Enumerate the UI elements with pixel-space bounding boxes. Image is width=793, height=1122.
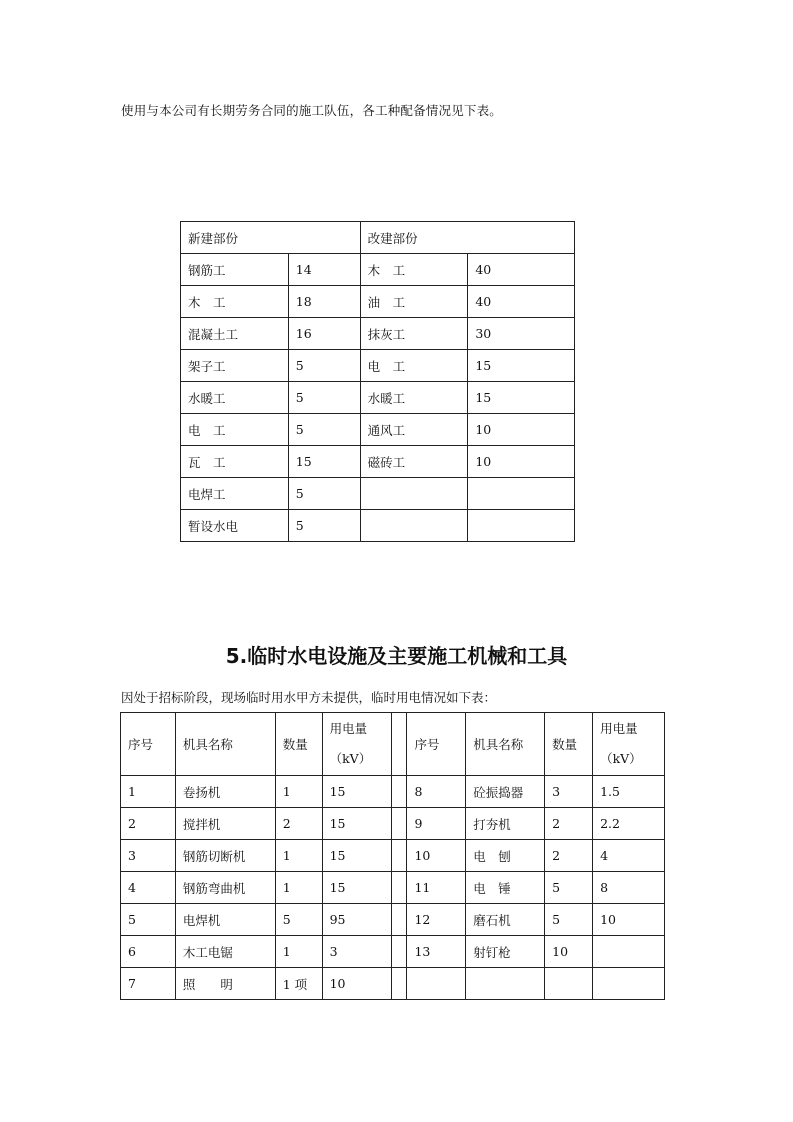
trade-new: 架子工 — [181, 350, 289, 382]
count-renovation: 15 — [468, 350, 575, 382]
header-no: 序号 — [121, 713, 176, 776]
machine-no: 10 — [407, 840, 466, 872]
machine-power: 2.2 — [593, 808, 665, 840]
section-intro: 因处于招标阶段，现场临时用水甲方未提供，临时用电情况如下表： — [121, 690, 497, 705]
trade-renovation: 通风工 — [360, 414, 468, 446]
machine-name: 磨石机 — [466, 904, 545, 936]
machine-power: 8 — [593, 872, 665, 904]
machine-no: 8 — [407, 776, 466, 808]
machine-qty: 5 — [545, 872, 593, 904]
machine-qty: 5 — [275, 904, 322, 936]
machine-qty: 1 — [275, 872, 322, 904]
count-new: 14 — [288, 254, 360, 286]
header-name: 机具名称 — [175, 713, 275, 776]
machine-name: 钢筋弯曲机 — [175, 872, 275, 904]
machine-qty: 2 — [275, 808, 322, 840]
machine-qty: 2 — [545, 840, 593, 872]
machine-name: 打夯机 — [466, 808, 545, 840]
machine-no: 3 — [121, 840, 176, 872]
spacer-cell — [392, 808, 407, 840]
table-header-row — [181, 222, 575, 254]
table-row — [121, 936, 665, 968]
power-unit: （kV） — [329, 751, 372, 766]
spacer-cell — [392, 904, 407, 936]
table-header-row — [121, 713, 665, 776]
count-new: 5 — [288, 382, 360, 414]
trade-renovation: 水暖工 — [360, 382, 468, 414]
table-row — [181, 478, 575, 510]
table-row — [121, 808, 665, 840]
machine-qty — [545, 968, 593, 1000]
machine-name — [466, 968, 545, 1000]
count-renovation: 30 — [468, 318, 575, 350]
machine-name: 射钉枪 — [466, 936, 545, 968]
table-row — [121, 872, 665, 904]
machine-power: 3 — [322, 936, 392, 968]
spacer-cell — [392, 968, 407, 1000]
trade-new: 混凝土工 — [181, 318, 289, 350]
machine-qty: 10 — [545, 936, 593, 968]
count-new: 16 — [288, 318, 360, 350]
count-new: 5 — [288, 478, 360, 510]
header-power — [322, 713, 392, 776]
machine-qty: 1 — [275, 936, 322, 968]
machine-no — [407, 968, 466, 1000]
machine-power: 15 — [322, 808, 392, 840]
trade-new: 钢筋工 — [181, 254, 289, 286]
trade-renovation — [360, 510, 468, 542]
table-row — [121, 904, 665, 936]
machine-name: 电 刨 — [466, 840, 545, 872]
table-row — [181, 350, 575, 382]
section-heading: 5.临时水电设施及主要施工机械和工具 — [225, 644, 568, 668]
machine-power: 10 — [322, 968, 392, 1000]
trade-new: 电 工 — [181, 414, 289, 446]
machine-name: 钢筋切断机 — [175, 840, 275, 872]
machine-no: 9 — [407, 808, 466, 840]
spacer-cell — [392, 872, 407, 904]
count-renovation: 10 — [468, 446, 575, 478]
header-power — [593, 713, 665, 776]
machine-power: 15 — [322, 776, 392, 808]
table-row — [181, 318, 575, 350]
machine-no: 1 — [121, 776, 176, 808]
machine-no: 4 — [121, 872, 176, 904]
power-unit: （kV） — [600, 751, 642, 766]
machinery-table — [120, 712, 665, 1000]
staffing-table — [180, 221, 575, 542]
table-row — [121, 840, 665, 872]
count-new: 15 — [288, 446, 360, 478]
table-row — [181, 446, 575, 478]
count-renovation: 10 — [468, 414, 575, 446]
machine-qty: 2 — [545, 808, 593, 840]
machine-power — [593, 936, 665, 968]
trade-renovation: 磁砖工 — [360, 446, 468, 478]
spacer-cell — [392, 840, 407, 872]
machine-name: 电焊机 — [175, 904, 275, 936]
machine-name: 卷扬机 — [175, 776, 275, 808]
count-new: 5 — [288, 510, 360, 542]
header-renovation: 改建部份 — [360, 222, 574, 254]
machine-no: 13 — [407, 936, 466, 968]
spacer-cell — [392, 936, 407, 968]
machine-no: 6 — [121, 936, 176, 968]
machine-qty: 1 — [275, 776, 322, 808]
intro-paragraph: 使用与本公司有长期劳务合同的施工队伍，各工种配备情况见下表。 — [121, 103, 503, 118]
machine-power — [593, 968, 665, 1000]
machine-no: 11 — [407, 872, 466, 904]
machine-qty: 5 — [545, 904, 593, 936]
machine-name: 电 锤 — [466, 872, 545, 904]
header-no: 序号 — [407, 713, 466, 776]
power-label: 用电量 — [329, 721, 368, 736]
machine-power: 1.5 — [593, 776, 665, 808]
table-row — [121, 776, 665, 808]
table-row — [181, 286, 575, 318]
machine-qty: 1 项 — [275, 968, 322, 1000]
machine-name: 照 明 — [175, 968, 275, 1000]
count-renovation: 15 — [468, 382, 575, 414]
table-row — [121, 968, 665, 1000]
machine-power: 4 — [593, 840, 665, 872]
trade-new: 木 工 — [181, 286, 289, 318]
table-row — [181, 414, 575, 446]
count-renovation: 40 — [468, 286, 575, 318]
trade-renovation: 抹灰工 — [360, 318, 468, 350]
trade-new: 水暖工 — [181, 382, 289, 414]
count-new: 5 — [288, 350, 360, 382]
machine-power: 15 — [322, 840, 392, 872]
machine-name: 砼振捣器 — [466, 776, 545, 808]
machine-qty: 1 — [275, 840, 322, 872]
count-new: 5 — [288, 414, 360, 446]
count-new: 18 — [288, 286, 360, 318]
trade-renovation — [360, 478, 468, 510]
machine-power: 10 — [593, 904, 665, 936]
machine-no: 12 — [407, 904, 466, 936]
header-name: 机具名称 — [466, 713, 545, 776]
trade-new: 暂设水电 — [181, 510, 289, 542]
machine-power: 15 — [322, 872, 392, 904]
trade-new: 瓦 工 — [181, 446, 289, 478]
trade-new: 电焊工 — [181, 478, 289, 510]
header-qty: 数量 — [275, 713, 322, 776]
table-row — [181, 254, 575, 286]
header-new-construction: 新建部份 — [181, 222, 361, 254]
count-renovation — [468, 510, 575, 542]
machine-qty: 3 — [545, 776, 593, 808]
table-row — [181, 382, 575, 414]
machine-power: 95 — [322, 904, 392, 936]
power-label: 用电量 — [600, 721, 638, 736]
header-qty: 数量 — [545, 713, 593, 776]
count-renovation: 40 — [468, 254, 575, 286]
machine-name: 木工电锯 — [175, 936, 275, 968]
trade-renovation: 电 工 — [360, 350, 468, 382]
trade-renovation: 油 工 — [360, 286, 468, 318]
count-renovation — [468, 478, 575, 510]
spacer-cell — [392, 713, 407, 776]
machine-no: 2 — [121, 808, 176, 840]
trade-renovation: 木 工 — [360, 254, 468, 286]
table-row — [181, 510, 575, 542]
machine-no: 5 — [121, 904, 176, 936]
machine-no: 7 — [121, 968, 176, 1000]
spacer-cell — [392, 776, 407, 808]
machine-name: 搅拌机 — [175, 808, 275, 840]
